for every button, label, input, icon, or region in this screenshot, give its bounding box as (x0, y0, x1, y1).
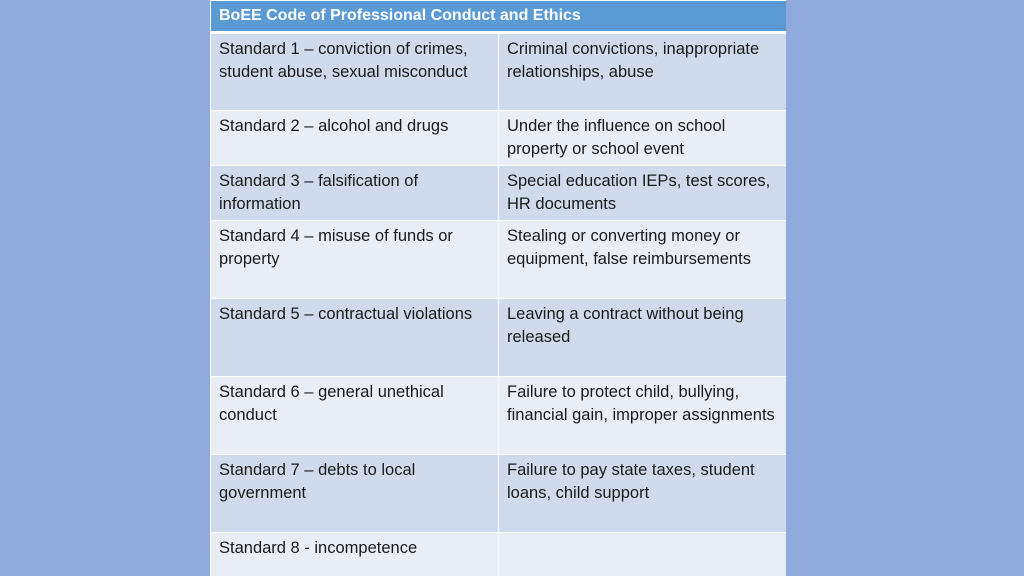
conduct-table-container (210, 0, 786, 576)
table-row (211, 111, 787, 166)
examples-cell: Failure to pay state taxes, student loans, child support (499, 455, 787, 533)
examples-cell: Under the influence on school property or school event (499, 111, 787, 166)
table-row (211, 221, 787, 299)
examples-cell (499, 533, 787, 576)
table-row (211, 33, 787, 111)
examples-cell: Stealing or converting money or equipment, false reimbursements (499, 221, 787, 299)
table-title: BoEE Code of Professional Conduct and Ethics (211, 1, 787, 33)
examples-cell: Special education IEPs, test scores, HR documents (499, 166, 787, 221)
table-row (211, 533, 787, 576)
conduct-table (210, 0, 786, 576)
standard-cell: Standard 1 – conviction of crimes, student abuse, sexual misconduct (211, 33, 499, 111)
standard-cell: Standard 8 - incompetence (211, 533, 499, 576)
standard-cell: Standard 3 – falsification of information (211, 166, 499, 221)
standard-cell: Standard 6 – general unethical conduct (211, 377, 499, 455)
examples-cell: Criminal convictions, inappropriate relationships, abuse (499, 33, 787, 111)
table-row (211, 377, 787, 455)
table-row (211, 455, 787, 533)
standard-cell: Standard 7 – debts to local government (211, 455, 499, 533)
standard-cell: Standard 2 – alcohol and drugs (211, 111, 499, 166)
examples-cell: Failure to protect child, bullying, financial gain, improper assignments (499, 377, 787, 455)
standard-cell: Standard 4 – misuse of funds or property (211, 221, 499, 299)
table-header-row (211, 1, 787, 33)
table-row (211, 166, 787, 221)
table-row (211, 299, 787, 377)
examples-cell: Leaving a contract without being released (499, 299, 787, 377)
standard-cell: Standard 5 – contractual violations (211, 299, 499, 377)
